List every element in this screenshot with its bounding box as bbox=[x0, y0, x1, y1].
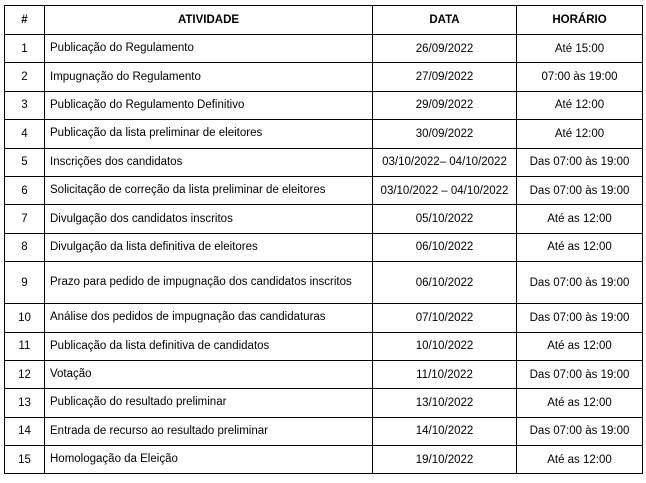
date-cell: 26/09/2022 bbox=[373, 35, 517, 63]
row-number-cell: 2 bbox=[5, 63, 45, 91]
row-number-cell: 10 bbox=[5, 304, 45, 332]
row-number-cell: 15 bbox=[5, 446, 45, 474]
table-row bbox=[5, 35, 643, 63]
row-number-cell: 12 bbox=[5, 360, 45, 388]
table-row bbox=[5, 91, 643, 119]
table-row bbox=[5, 417, 643, 445]
time-cell: Das 07:00 às 19:00 bbox=[517, 360, 643, 388]
date-cell: 06/10/2022 bbox=[373, 262, 517, 304]
row-number-cell: 11 bbox=[5, 332, 45, 360]
time-cell: 07:00 às 19:00 bbox=[517, 63, 643, 91]
row-number-cell: 8 bbox=[5, 233, 45, 261]
table-row bbox=[5, 176, 643, 204]
row-number-cell: 1 bbox=[5, 35, 45, 63]
activity-cell: Entrada de recurso ao resultado preliminar bbox=[45, 417, 373, 445]
activity-cell: Solicitação de correção da lista preliminar de eleitores bbox=[45, 176, 373, 204]
date-cell: 19/10/2022 bbox=[373, 446, 517, 474]
table-row bbox=[5, 446, 643, 474]
time-cell: Das 07:00 às 19:00 bbox=[517, 176, 643, 204]
table-row bbox=[5, 389, 643, 417]
activity-cell: Prazo para pedido de impugnação dos candidatos inscritos bbox=[45, 262, 373, 304]
time-cell: Até 15:00 bbox=[517, 35, 643, 63]
date-cell: 13/10/2022 bbox=[373, 389, 517, 417]
schedule-table-body bbox=[5, 35, 643, 474]
activity-cell: Divulgação da lista definitiva de eleitores bbox=[45, 233, 373, 261]
table-row bbox=[5, 360, 643, 388]
activity-cell: Publicação da lista definitiva de candidatos bbox=[45, 332, 373, 360]
time-cell: Das 07:00 às 19:00 bbox=[517, 417, 643, 445]
activity-cell: Publicação da lista preliminar de eleitores bbox=[45, 120, 373, 148]
date-cell: 27/09/2022 bbox=[373, 63, 517, 91]
date-cell: 05/10/2022 bbox=[373, 205, 517, 233]
column-header-date: DATA bbox=[373, 6, 517, 35]
table-row bbox=[5, 63, 643, 91]
row-number-cell: 13 bbox=[5, 389, 45, 417]
activity-cell: Homologação da Eleição bbox=[45, 446, 373, 474]
table-row bbox=[5, 205, 643, 233]
column-header-activity: ATIVIDADE bbox=[45, 6, 373, 35]
date-cell: 29/09/2022 bbox=[373, 91, 517, 119]
date-cell: 06/10/2022 bbox=[373, 233, 517, 261]
activity-cell: Publicação do Regulamento bbox=[45, 35, 373, 63]
time-cell: Até 12:00 bbox=[517, 120, 643, 148]
time-cell: Até as 12:00 bbox=[517, 446, 643, 474]
time-cell: Das 07:00 às 19:00 bbox=[517, 148, 643, 176]
table-row bbox=[5, 262, 643, 304]
schedule-table bbox=[4, 5, 643, 474]
date-cell: 03/10/2022– 04/10/2022 bbox=[373, 148, 517, 176]
date-cell: 10/10/2022 bbox=[373, 332, 517, 360]
time-cell: Até as 12:00 bbox=[517, 205, 643, 233]
time-cell: Até as 12:00 bbox=[517, 332, 643, 360]
time-cell: Até as 12:00 bbox=[517, 233, 643, 261]
activity-cell: Impugnação do Regulamento bbox=[45, 63, 373, 91]
table-row bbox=[5, 332, 643, 360]
activity-cell: Publicação do resultado preliminar bbox=[45, 389, 373, 417]
table-row bbox=[5, 233, 643, 261]
activity-cell: Publicação do Regulamento Definitivo bbox=[45, 91, 373, 119]
row-number-cell: 14 bbox=[5, 417, 45, 445]
row-number-cell: 5 bbox=[5, 148, 45, 176]
row-number-cell: 6 bbox=[5, 176, 45, 204]
row-number-cell: 3 bbox=[5, 91, 45, 119]
date-cell: 30/09/2022 bbox=[373, 120, 517, 148]
row-number-cell: 7 bbox=[5, 205, 45, 233]
column-header-number: # bbox=[5, 6, 45, 35]
date-cell: 14/10/2022 bbox=[373, 417, 517, 445]
activity-cell: Divulgação dos candidatos inscritos bbox=[45, 205, 373, 233]
row-number-cell: 4 bbox=[5, 120, 45, 148]
row-number-cell: 9 bbox=[5, 262, 45, 304]
date-cell: 11/10/2022 bbox=[373, 360, 517, 388]
activity-cell: Análise dos pedidos de impugnação das candidaturas bbox=[45, 304, 373, 332]
date-cell: 07/10/2022 bbox=[373, 304, 517, 332]
schedule-table-header bbox=[5, 6, 643, 35]
date-cell: 03/10/2022 – 04/10/2022 bbox=[373, 176, 517, 204]
time-cell: Até 12:00 bbox=[517, 91, 643, 119]
time-cell: Das 07:00 às 19:00 bbox=[517, 262, 643, 304]
time-cell: Das 07:00 às 19:00 bbox=[517, 304, 643, 332]
table-row bbox=[5, 148, 643, 176]
column-header-time: HORÁRIO bbox=[517, 6, 643, 35]
activity-cell: Inscrições dos candidatos bbox=[45, 148, 373, 176]
table-row bbox=[5, 304, 643, 332]
time-cell: Até as 12:00 bbox=[517, 389, 643, 417]
table-row bbox=[5, 120, 643, 148]
activity-cell: Votação bbox=[45, 360, 373, 388]
